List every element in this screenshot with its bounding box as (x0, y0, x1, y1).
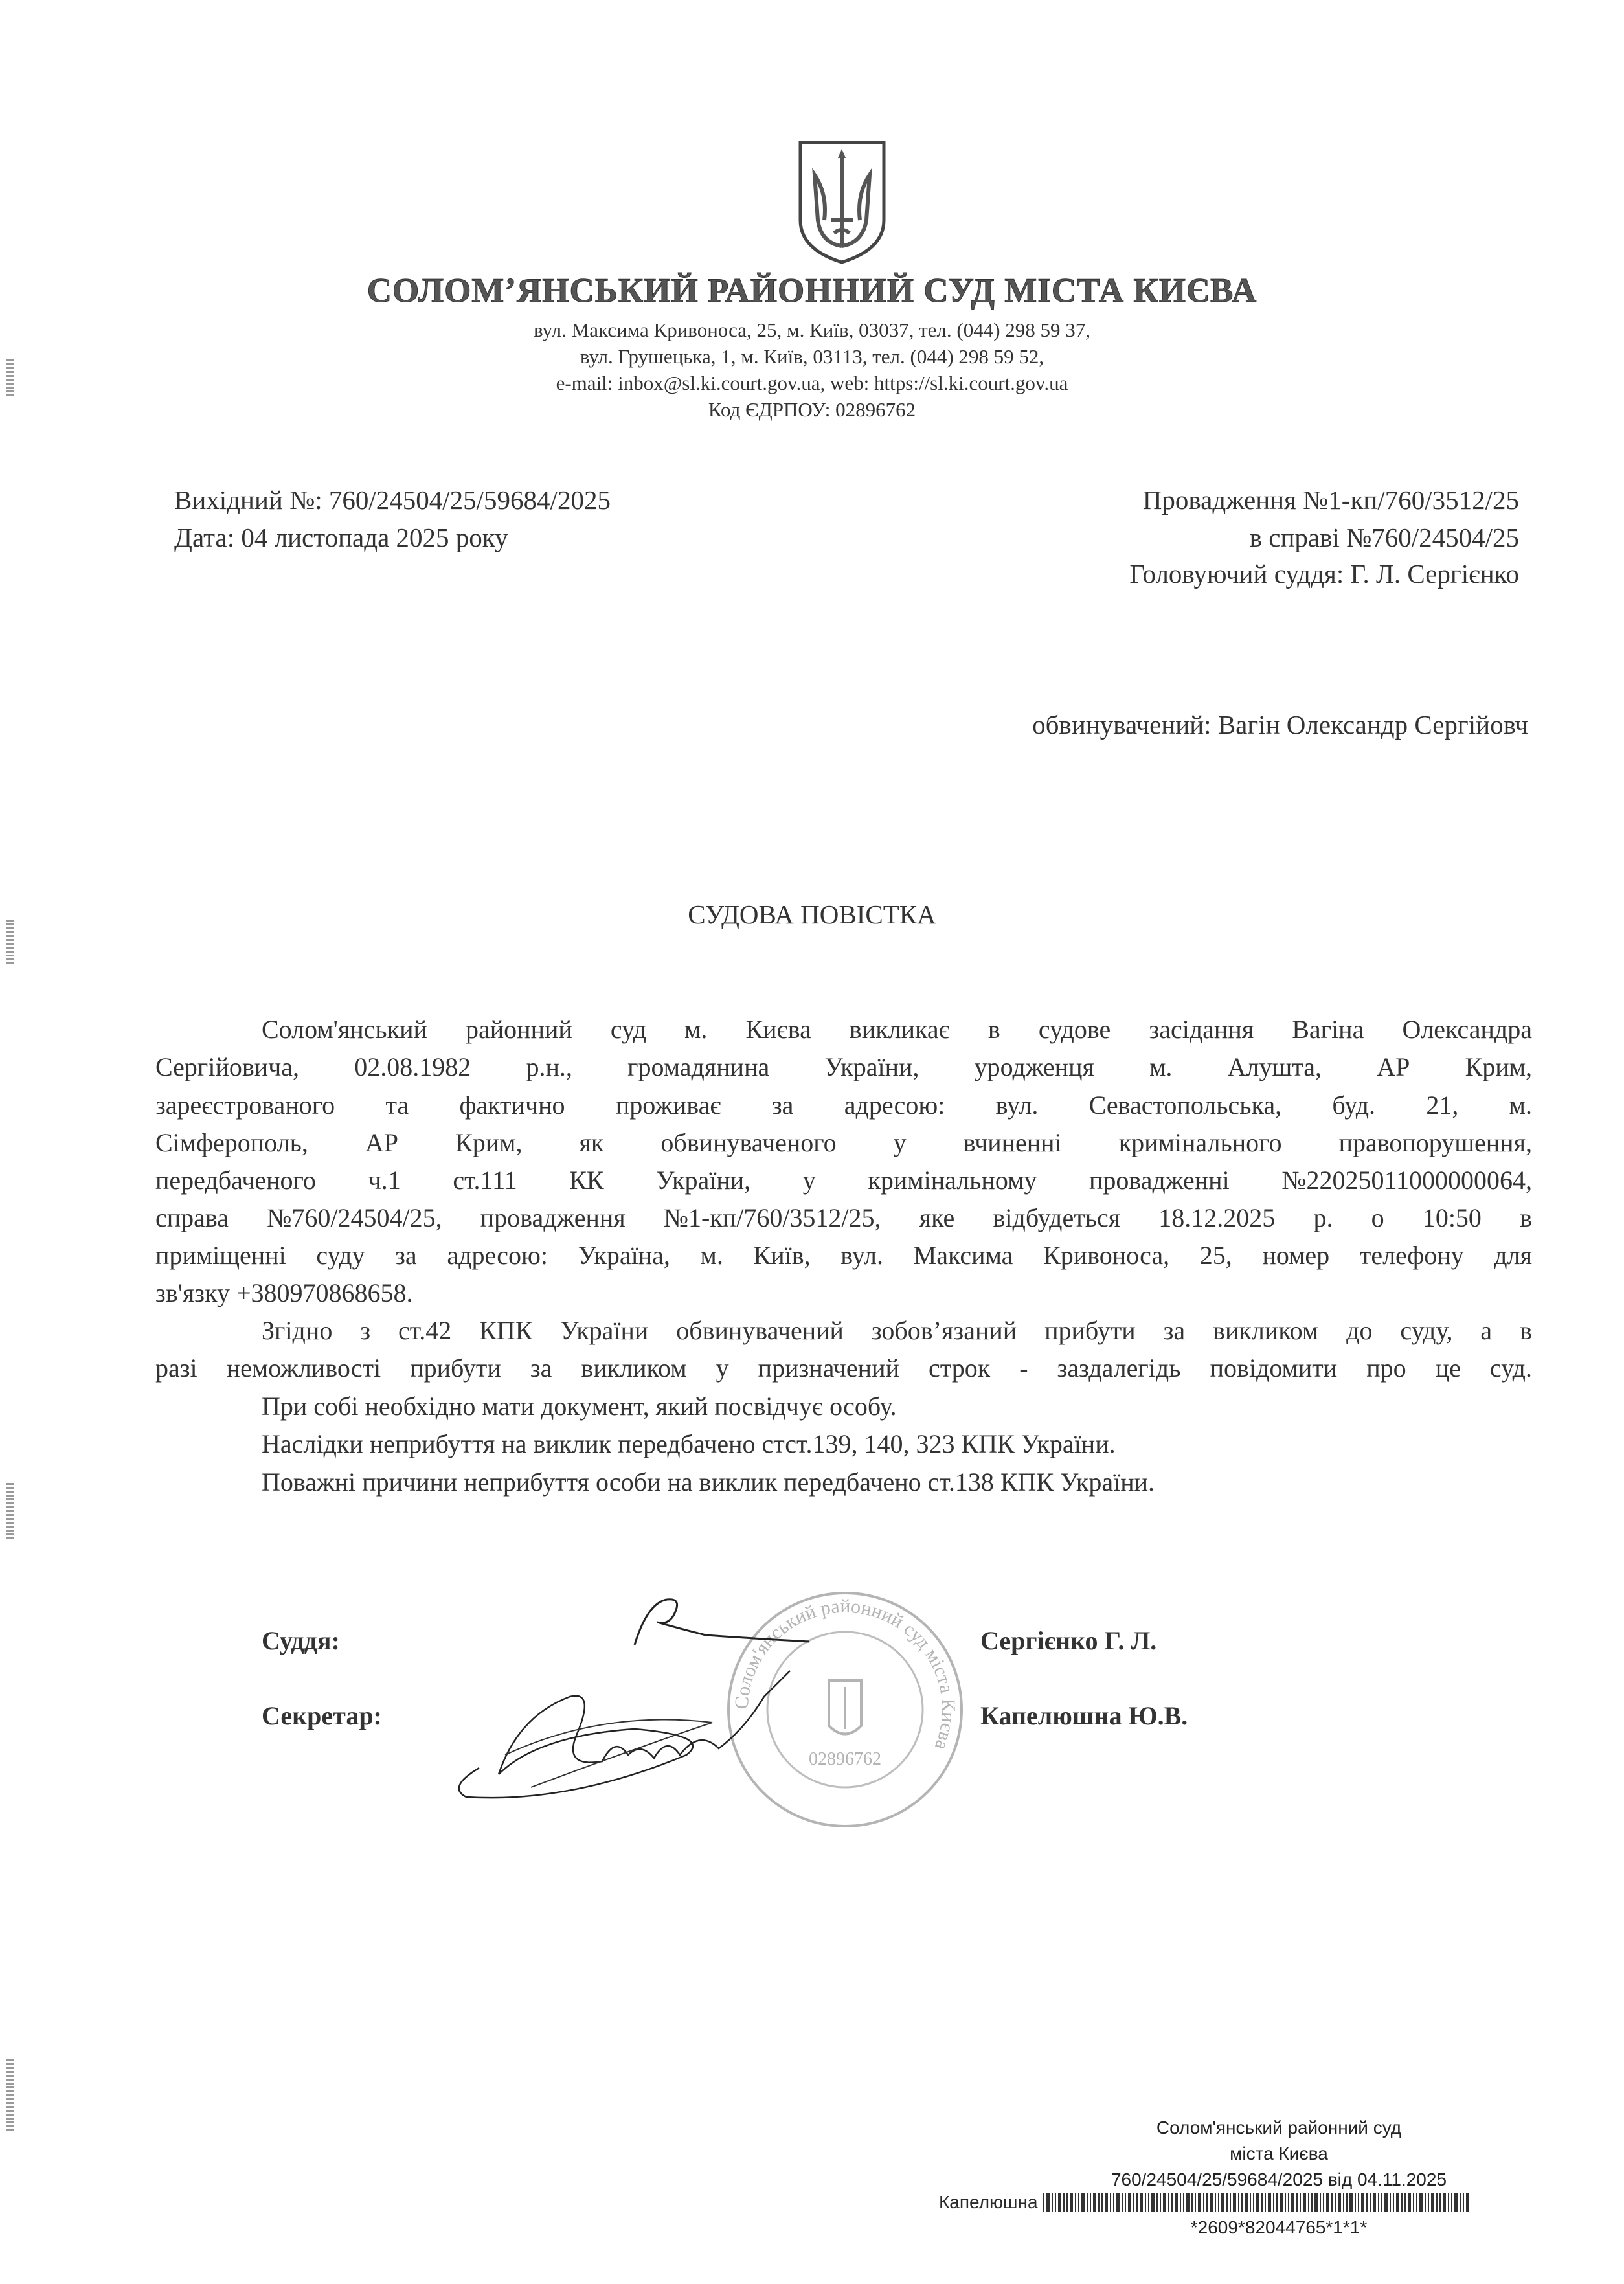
presiding-judge: Головуючий суддя: Г. Л. Сергієнко (1129, 559, 1519, 589)
body-line: зв'язку +380970868658. (155, 1278, 413, 1307)
secretary-signature (440, 1658, 803, 1807)
footer-court-city: міста Києва (1230, 2143, 1328, 2164)
barcode-bar (1273, 2193, 1274, 2212)
barcode-label: Капелюшна (939, 2192, 1038, 2212)
barcode-bar (1245, 2193, 1248, 2212)
barcode-bar (1206, 2193, 1208, 2212)
barcode-bar (1195, 2193, 1196, 2212)
court-address-line: вул. Максима Кривоноса, 25, м. Київ, 03037, тел. (044) 298 59 37, (533, 319, 1091, 341)
barcode-bar (1373, 2193, 1376, 2212)
barcode-bar (1136, 2193, 1138, 2212)
judge-name: Сергієнко Г. Л. (980, 1626, 1157, 1655)
barcode-bar (1280, 2193, 1283, 2212)
barcode-bar (1203, 2193, 1204, 2212)
barcode-bar (1366, 2193, 1368, 2212)
barcode-bar (1145, 2193, 1146, 2212)
barcode-bar (1221, 2193, 1224, 2212)
barcode-bar (1416, 2193, 1417, 2212)
barcode-bar (1093, 2193, 1096, 2212)
barcode-bar (1215, 2193, 1216, 2212)
footer-reference: 760/24504/25/59684/2025 від 04.11.2025 (1111, 2169, 1447, 2189)
barcode-bar (1070, 2193, 1073, 2212)
barcode-bar (1370, 2193, 1371, 2212)
barcode-bar (1233, 2193, 1236, 2212)
barcode-bar (1323, 2193, 1324, 2212)
barcode-bar (1052, 2193, 1053, 2212)
body-line: Сергійовича, 02.08.1982 р.н., громадянина України, уродженця м. Алушта, АР Крим, (155, 1052, 1532, 1081)
body-line: Поважні причини неприбуття особи на виклик передбачено ст.138 КПК України. (262, 1467, 1155, 1497)
barcode-bar (1078, 2193, 1079, 2212)
outgoing-number: Вихідний №: 760/24504/25/59684/2025 (174, 485, 611, 515)
scan-artifact (6, 2059, 14, 2131)
barcode-bar (1300, 2193, 1301, 2212)
barcode-bar (1133, 2193, 1134, 2212)
body-line: Сімферополь, АР Крим, як обвинуваченого у вчиненні кримінального правопорушення, (155, 1128, 1532, 1157)
barcode-bar (1256, 2193, 1259, 2212)
barcode-bar (1265, 2193, 1266, 2212)
barcode-bar (1358, 2193, 1359, 2212)
barcode-bar (1443, 2193, 1446, 2212)
barcode-bar (1361, 2193, 1364, 2212)
barcode-bar (1226, 2193, 1228, 2212)
barcode-bar (1175, 2193, 1178, 2212)
barcode-bar (1439, 2193, 1441, 2212)
barcode-bar (1253, 2193, 1254, 2212)
barcode-bar (1171, 2193, 1173, 2212)
barcode-bar (1113, 2193, 1114, 2212)
barcode (1043, 2193, 1471, 2212)
barcode-bar (1163, 2193, 1166, 2212)
barcode-bar (1288, 2193, 1289, 2212)
barcode-bar (1148, 2193, 1149, 2212)
barcode-bar (1090, 2193, 1091, 2212)
barcode-bar (1448, 2193, 1449, 2212)
proceeding-number: Провадження №1-кп/760/3512/25 (1142, 485, 1519, 515)
barcode-bar (1125, 2193, 1126, 2212)
barcode-bar (1087, 2193, 1088, 2212)
secretary-name: Капелюшна Ю.В. (980, 1701, 1188, 1730)
barcode-bar (1303, 2193, 1306, 2212)
judge-signature (622, 1590, 816, 1655)
barcode-bar (1425, 2193, 1426, 2212)
barcode-bar (1408, 2193, 1411, 2212)
barcode-bar (1191, 2193, 1193, 2212)
barcode-bar (1156, 2193, 1158, 2212)
body-line: зареєстрованого та фактично проживає за адресою: вул. Севастопольська, буд. 21, м. (155, 1091, 1532, 1120)
barcode-bar (1308, 2193, 1309, 2212)
court-name: СОЛОМ’ЯНСЬКИЙ РАЙОННИЙ СУД МІСТА КИЄВА (367, 272, 1257, 310)
barcode-bar (1066, 2193, 1068, 2212)
court-contacts: e-mail: inbox@sl.ki.court.gov.ua, web: https://sl.ki.court.gov.ua (556, 372, 1068, 394)
barcode-bar (1413, 2193, 1414, 2212)
barcode-bar (1343, 2193, 1344, 2212)
barcode-bar (1463, 2193, 1464, 2212)
barcode-bar (1160, 2193, 1161, 2212)
barcode-bar (1055, 2193, 1056, 2212)
barcode-bar (1098, 2193, 1100, 2212)
addressee: обвинувачений: Вагін Олександр Сергійовч (1032, 710, 1528, 740)
barcode-bar (1122, 2193, 1123, 2212)
barcode-bar (1285, 2193, 1286, 2212)
svg-text:Солом'янський районний суд міс: Солом'янський районний суд міста Києва (730, 1595, 960, 1753)
svg-text:02896762: 02896762 (809, 1749, 881, 1769)
barcode-bar (1151, 2193, 1155, 2212)
barcode-bar (1186, 2193, 1190, 2212)
barcode-bar (1276, 2193, 1278, 2212)
barcode-bar (1431, 2193, 1434, 2212)
barcode-bar (1419, 2193, 1423, 2212)
barcode-bar (1116, 2193, 1120, 2212)
document-title: СУДОВА ПОВІСТКА (688, 899, 936, 929)
barcode-bar (1381, 2193, 1382, 2212)
barcode-bar (1261, 2193, 1263, 2212)
barcode-bar (1063, 2193, 1065, 2212)
body-line: приміщенні суду за адресою: Україна, м. Київ, вул. Максима Кривоноса, 25, номер телефону для (155, 1241, 1532, 1270)
barcode-bar (1140, 2193, 1143, 2212)
barcode-bar (1346, 2193, 1348, 2212)
judge-label: Суддя: (262, 1626, 340, 1655)
barcode-bar (1268, 2193, 1271, 2212)
body-line: При собі необхідно мати документ, який посвідчує особу. (262, 1392, 897, 1421)
coat-of-arms-icon (795, 136, 889, 266)
barcode-bar (1058, 2193, 1061, 2212)
barcode-bar (1238, 2193, 1239, 2212)
barcode-bar (1460, 2193, 1461, 2212)
barcode-bar (1210, 2193, 1213, 2212)
barcode-bar (1335, 2193, 1336, 2212)
barcode-bar (1218, 2193, 1219, 2212)
barcode-bar (1320, 2193, 1321, 2212)
barcode-bar (1311, 2193, 1313, 2212)
footer-court-name: Солом'янський районний суд (1156, 2118, 1402, 2138)
barcode-bar (1428, 2193, 1429, 2212)
body-line: Солом'янський районний суд м. Києва викликає в судове засідання Вагіна Олександра (262, 1015, 1532, 1044)
barcode-bar (1338, 2193, 1341, 2212)
barcode-number: *2609*82044765*1*1* (1190, 2217, 1368, 2237)
barcode-bar (1168, 2193, 1169, 2212)
body-line: Наслідки неприбуття на виклик передбачено стст.139, 140, 323 КПК України. (262, 1429, 1116, 1458)
body-line: передбаченого ч.1 ст.111 КК України, у кримінальному провадженні №22025011000000064, (155, 1166, 1532, 1195)
body-line: разі неможливості прибути за викликом у призначений строк - заздалегідь повідомити про це суд. (155, 1353, 1532, 1383)
barcode-bar (1230, 2193, 1231, 2212)
case-number: в справі №760/24504/25 (1249, 523, 1519, 552)
barcode-bar (1075, 2193, 1076, 2212)
barcode-bar (1349, 2193, 1353, 2212)
barcode-row (939, 2191, 1471, 2213)
body-line: справа №760/24504/25, провадження №1-кп/760/3512/25, яке відбудеться 18.12.2025 р. о 10:50 в (155, 1203, 1532, 1232)
barcode-bar (1043, 2193, 1044, 2212)
barcode-bar (1451, 2193, 1452, 2212)
barcode-bar (1296, 2193, 1298, 2212)
body-line: Згідно з ст.42 КПК України обвинувачений зобов’язаний прибути за викликом до суду, а в (262, 1316, 1532, 1345)
secretary-label: Секретар: (262, 1701, 382, 1730)
barcode-bar (1355, 2193, 1356, 2212)
barcode-bar (1390, 2193, 1391, 2212)
barcode-bar (1105, 2193, 1108, 2212)
barcode-bar (1396, 2193, 1399, 2212)
barcode-bar (1401, 2193, 1403, 2212)
barcode-bar (1081, 2193, 1085, 2212)
barcode-bar (1454, 2193, 1458, 2212)
barcode-bar (1241, 2193, 1243, 2212)
barcode-bar (1378, 2193, 1379, 2212)
document-date: Дата: 04 листопада 2025 року (174, 523, 508, 552)
barcode-bar (1198, 2193, 1201, 2212)
barcode-bar (1110, 2193, 1111, 2212)
barcode-bar (1331, 2193, 1333, 2212)
barcode-bar (1384, 2193, 1388, 2212)
barcode-bar (1326, 2193, 1329, 2212)
barcode-bar (1250, 2193, 1251, 2212)
barcode-bar (1046, 2193, 1050, 2212)
court-address-line: вул. Грушецька, 1, м. Київ, 03113, тел. (044) 298 59 52, (580, 345, 1044, 368)
barcode-bar (1404, 2193, 1406, 2212)
scan-artifact (6, 1483, 14, 1541)
barcode-bar (1180, 2193, 1181, 2212)
barcode-bar (1101, 2193, 1103, 2212)
barcode-bar (1314, 2193, 1318, 2212)
barcode-bar (1183, 2193, 1184, 2212)
barcode-bar (1466, 2193, 1469, 2212)
barcode-bar (1128, 2193, 1131, 2212)
barcode-bar (1436, 2193, 1438, 2212)
court-edrpou: Код ЄДРПОУ: 02896762 (708, 398, 916, 421)
barcode-bar (1393, 2193, 1394, 2212)
barcode-bar (1291, 2193, 1294, 2212)
